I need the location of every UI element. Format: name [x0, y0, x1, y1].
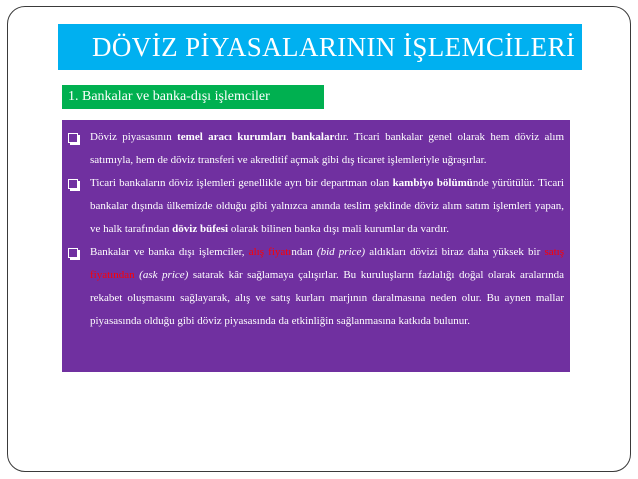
section-label-text: 1. Bankalar ve banka-dışı işlemciler: [68, 89, 270, 104]
checkbox-bullet-icon: [68, 126, 90, 149]
text-segment: Döviz piyasasının: [90, 131, 178, 143]
text-segment: Bankalar ve banka dışı işlemciler,: [90, 246, 249, 258]
slide-title: [58, 24, 582, 70]
italic-text-segment: (ask price): [139, 269, 189, 281]
bullet-text: [90, 126, 564, 172]
bullet-item-3: [68, 241, 564, 333]
checkbox-bullet-icon: [68, 241, 90, 264]
bullet-text: [90, 172, 564, 241]
text-segment: olarak bilinen banka dışı mali kurumlar da vardır.: [228, 223, 449, 235]
text-segment: satarak kâr sağlamaya çalışırlar. Bu kuruluşların fazlalığı doğal olarak aralarında rekabet oluşmasını sağlayarak, alış ve satış kurları marjının daralmasına neden olur. Bu aynen mallar piyasasında olduğu gibi döviz piyasasında da etkinliğin sağlanmasına katkıda bulunur.: [90, 269, 565, 327]
text-segment: nde yürütülür. Ticari bankalar dışında ülkemizde olduğu gibi yalnızca anında teslim şeklinde döviz alım satım işlemleri yapan, ve halk tarafından: [90, 177, 564, 235]
bullet-item-2: [68, 172, 564, 241]
bold-text-segment: kambiyo bölümü: [392, 177, 473, 189]
checkbox-bullet-icon: [68, 172, 90, 195]
bullet-item-1: [68, 126, 564, 172]
bold-text-segment: döviz büfesi: [172, 223, 229, 235]
text-segment: ndan: [291, 246, 317, 258]
text-segment: Ticari bankaların döviz işlemleri genellikle ayrı bir departman olan: [90, 177, 393, 189]
bullet-text: [90, 241, 564, 333]
text-segment: dır. Ticari bankalar genel olarak hem döviz alım satımıyla, hem de döviz transferi ve akreditif açmak gibi dış ticaret işlemleriyle uğraşırlar.: [90, 131, 564, 166]
italic-text-segment: (bid price): [316, 246, 366, 258]
red-text-segment: satış fiyatından: [90, 246, 564, 281]
text-segment: aldıkları dövizi biraz daha yüksek bir: [365, 246, 545, 258]
red-text-segment: alış fiyatı: [248, 246, 292, 258]
section-label: [62, 85, 324, 109]
content-box: [62, 120, 570, 372]
slide-title-text: DÖVİZ PİYASALARININ İŞLEMCİLERİ: [92, 31, 576, 62]
bold-text-segment: temel aracı kurumları bankalar: [177, 131, 335, 143]
